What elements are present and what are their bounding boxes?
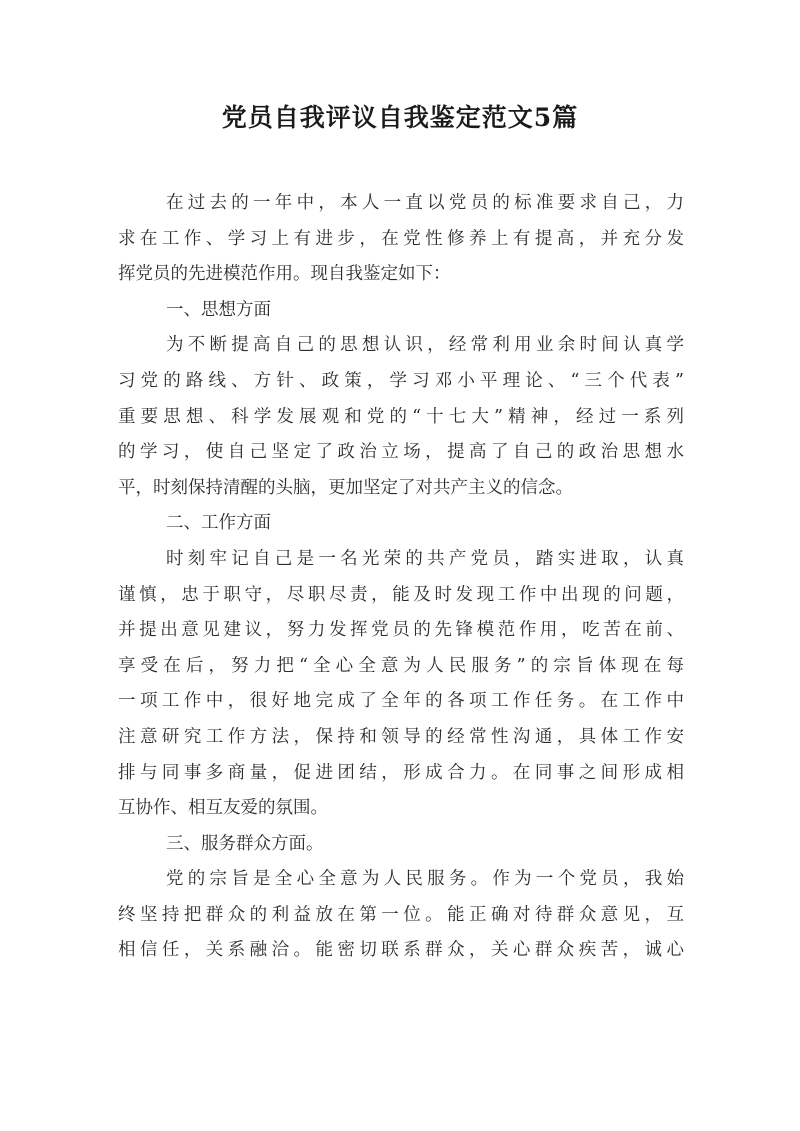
paragraph-line: 重要思想、科学发展观和党的“十七大”精神，经过一系列 (118, 406, 684, 427)
paragraph-line: 时刻牢记自己是一名光荣的共产党员，踏实进取，认真 (166, 548, 684, 569)
paragraph-line: 谨慎，忠于职守，尽职尽责，能及时发现工作中出现的问题， (118, 584, 684, 605)
paragraph-line: 求在工作、学习上有进步，在党性修养上有提高，并充分发 (118, 228, 684, 249)
paragraph-line: 在过去的一年中，本人一直以党员的标准要求自己，力 (166, 193, 684, 213)
section-heading: 三、服务群众方面。 (166, 833, 324, 854)
paragraph-line: 为不断提高自己的思想认识，经常利用业余时间认真学 (166, 335, 684, 356)
paragraph-line: 排与同事多商量，促进团结，形成合力。在同事之间形成相 (118, 762, 684, 783)
paragraph-line: 党的宗旨是全心全意为人民服务。作为一个党员，我始 (166, 869, 684, 890)
section-heading: 一、思想方面 (166, 299, 271, 320)
paragraph-line: 一项工作中，很好地完成了全年的各项工作任务。在工作中 (118, 691, 684, 712)
paragraph-line: 享受在后，努力把“全心全意为人民服务”的宗旨体现在每 (118, 655, 684, 676)
paragraph-line: 互协作、相互友爱的氛围。 (118, 798, 328, 819)
paragraph-line: 的学习，使自己坚定了政治立场，提高了自己的政治思想水 (118, 442, 684, 463)
section-heading: 二、工作方面 (166, 513, 271, 534)
document-body (118, 186, 684, 969)
paragraph-line: 终坚持把群众的利益放在第一位。能正确对待群众意见，互 (118, 904, 684, 925)
paragraph-line: 挥党员的先进模范作用。现自我鉴定如下： (118, 264, 451, 285)
paragraph-line: 注意研究工作方法，保持和领导的经常性沟通，具体工作安 (118, 726, 684, 747)
paragraph-line: 习党的路线、方针、政策，学习邓小平理论、“三个代表” (118, 370, 684, 391)
document-title: 党员自我评议自我鉴定范文5篇 (221, 103, 579, 132)
paragraph-line: 平，时刻保持清醒的头脑，更加坚定了对共产主义的信念。 (118, 477, 573, 498)
paragraph-line: 并提出意见建议，努力发挥党员的先锋模范作用，吃苦在前、 (118, 620, 684, 641)
paragraph-line: 相信任，关系融洽。能密切联系群众，关心群众疾苦，诚心 (118, 940, 684, 961)
